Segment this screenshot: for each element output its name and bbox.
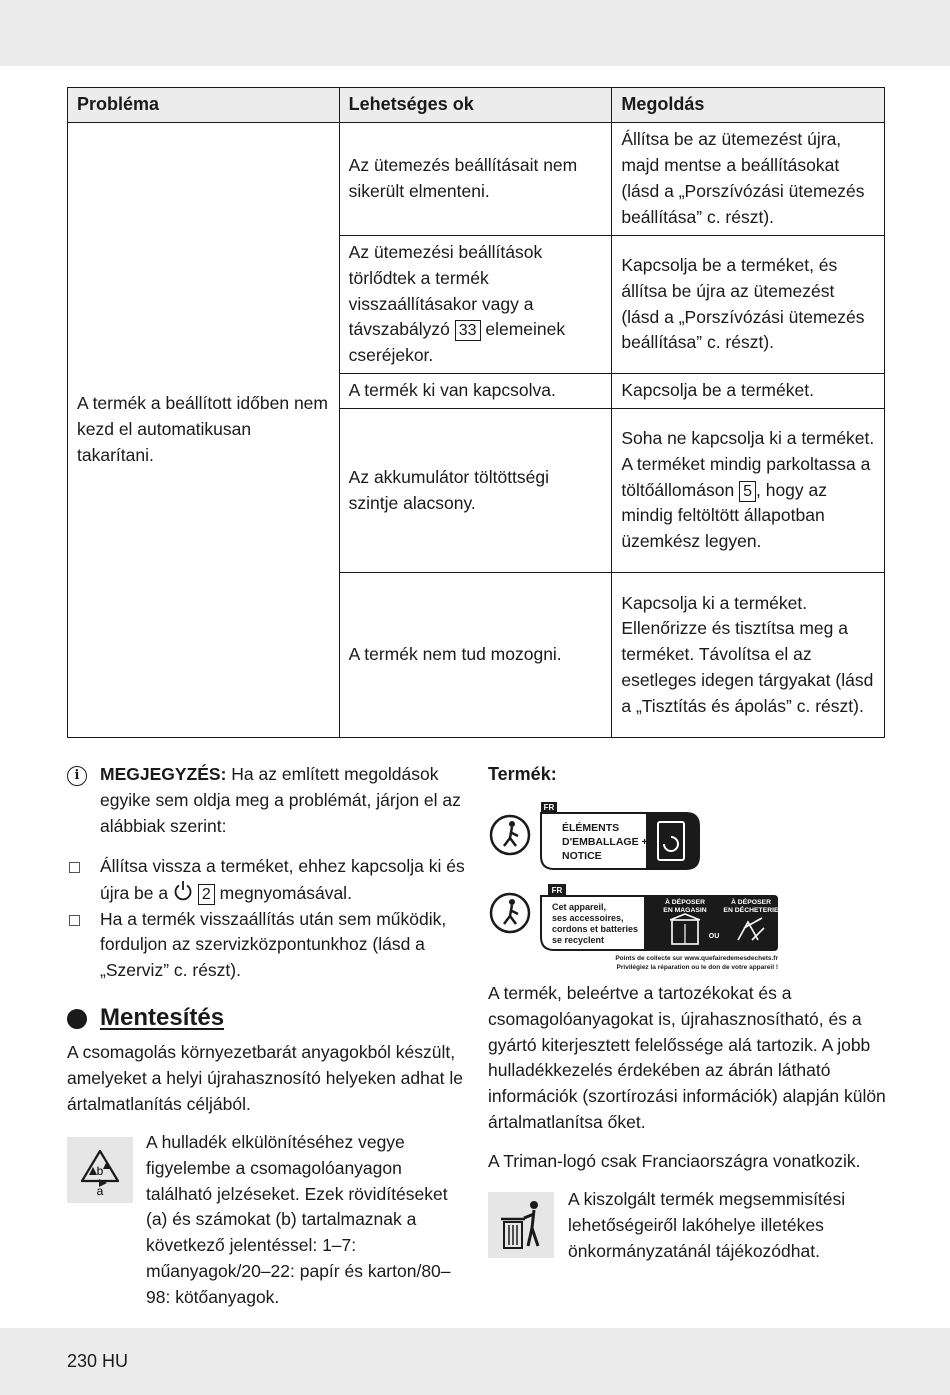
svg-text:Cet appareil,: Cet appareil,	[552, 902, 607, 912]
svg-text:ÉLÉMENTS: ÉLÉMENTS	[562, 822, 620, 834]
triman-icon	[491, 816, 529, 854]
solution-cell: Állítsa be az ütemezést újra, majd mentse a beállításokat (lásd a „Porszívózási ütemezés beállítása” c. részt).	[612, 123, 885, 236]
svg-text:À DÉPOSER: À DÉPOSER	[664, 899, 706, 906]
svg-text:EN DÉCHETERIE: EN DÉCHETERIE	[723, 907, 779, 914]
svg-text:FR: FR	[543, 803, 555, 812]
cause-cell: A termék ki van kapcsolva.	[339, 374, 612, 409]
solution-cell: Kapcsolja be a terméket.	[612, 374, 885, 409]
list-item: Állítsa vissza a terméket, ehhez kapcsolja ki és újra be a 2 megnyomásával.	[67, 854, 467, 907]
disposal-info-text: A kiszolgált termék megsemmisítési lehetőségeiről lakóhelye illetékes önkormányzatánál tájékozódhat.	[568, 1189, 846, 1261]
triman-icon	[491, 894, 529, 932]
header-band	[0, 0, 950, 66]
svg-text:D'EMBALLAGE +: D'EMBALLAGE +	[562, 836, 648, 848]
note-block	[67, 762, 467, 839]
remote-number-ref: 33	[455, 320, 481, 341]
info-icon: i	[67, 766, 87, 786]
cause-cell: Az ütemezési beállítások törlődtek a termék visszaállításakor vagy a távszabályzó 33 elemeinek cseréjekor.	[339, 236, 612, 374]
svg-text:Points de collecte sur www.que: Points de collecte sur www.quefairedemesdechets.fr	[615, 955, 778, 962]
station-number-ref: 5	[739, 481, 756, 502]
section-title: Mentesítés	[100, 1004, 225, 1031]
solution-cell: Soha ne kapcsolja ki a terméket. A terméket mindig parkoltassa a töltőállomáson 5 , hogy az mindig feltöltött állapotban üzemkész legyen.	[612, 409, 885, 573]
reset-steps-list	[67, 854, 467, 984]
cause-cell: Az akkumulátor töltöttségi szintje alacsony.	[339, 409, 612, 573]
header-problem: Probléma	[68, 88, 340, 123]
checkbox-bullet-icon	[69, 862, 80, 873]
note-label: MEGJEGYZÉS:	[100, 764, 227, 784]
svg-text:se recyclent: se recyclent	[552, 935, 605, 945]
svg-text:a: a	[96, 1184, 104, 1198]
svg-text:EN MAGASIN: EN MAGASIN	[663, 907, 707, 914]
svg-text:FR: FR	[551, 886, 563, 895]
troubleshooting-table	[67, 87, 885, 738]
svg-text:cordons et batteries: cordons et batteries	[552, 924, 639, 934]
triman-info-logo	[486, 800, 786, 972]
svg-text:Privilégiez la réparation ou l: Privilégiez la réparation ou le don de votre appareil !	[616, 964, 778, 971]
note-text: MEGJEGYZÉS: Ha az említett megoldások egyike sem oldja meg a problémát, járjon el az alábbiak szerint:	[100, 764, 461, 836]
bullet-dot-icon	[67, 1009, 87, 1029]
svg-text:b: b	[96, 1164, 104, 1178]
footer-band	[0, 1328, 950, 1395]
recycling-symbol-icon	[67, 1137, 133, 1203]
product-recycling-text: A termék, beleértve a tartozékokat és a csomagolóanyagokat is, újrahasznosítható, és a gyártó kiterjesztett felelőssége alá tartozik. A jobb hulladékkezelés érdekében az ábrán látható információk (szortírozási információk) alapján külön ártalmatlanítsa őket.	[488, 983, 886, 1132]
solution-cell: Kapcsolja ki a terméket. Ellenőrizze és tisztítsa meg a terméket. Távolítsa el az esetleges idegen tárgyakat (lásd a „Tisztítás és ápolás” c. részt).	[612, 573, 885, 738]
svg-text:OU: OU	[708, 933, 720, 940]
recycling-info-text: A hulladék elkülönítéséhez vegye figyelembe a csomagolóanyagon található jelzéseket. Ezek rövidítéseket (a) és számokat (b) tartalmaznak a következő jelentéssel: 1–7: műanyagok/20–22: papír és karton/80–98: kötőanyagok.	[146, 1132, 451, 1307]
cause-cell: Az ütemezés beállításait nem sikerült elmenteni.	[339, 123, 612, 236]
section-heading	[67, 1004, 467, 1036]
packaging-intro: A csomagolás környezetbarát anyagokból készült, amelyeket a helyi újrahasznosító helyeken adhat le ártalmatlanítás céljából.	[67, 1042, 463, 1114]
power-icon	[173, 880, 193, 902]
crossed-bin-icon	[488, 1192, 554, 1258]
checkbox-bullet-icon	[69, 915, 80, 926]
page-number: 230 HU	[67, 1351, 129, 1371]
svg-text:À DÉPOSER: À DÉPOSER	[730, 899, 772, 906]
list-item: Ha a termék visszaállítás után sem működik, forduljon az szervizközpontunkhoz (lásd a „Szerviz” c. részt).	[67, 907, 467, 984]
cause-cell: A termék nem tud mozogni.	[339, 573, 612, 738]
button-number-ref: 2	[198, 884, 215, 905]
header-cause: Lehetséges ok	[339, 88, 612, 123]
solution-cell: Kapcsolja be a terméket, és állítsa be újra az ütemezést (lásd a „Porszívózási ütemezés beállítása” c. részt).	[612, 236, 885, 374]
table-header-row	[68, 88, 885, 123]
product-label: Termék:	[488, 764, 557, 784]
svg-text:NOTICE: NOTICE	[562, 850, 602, 862]
svg-text:ses accessoires,: ses accessoires,	[552, 913, 624, 923]
problem-cell: A termék a beállított időben nem kezd el automatikusan takarítani.	[68, 123, 340, 738]
table-row	[68, 123, 885, 236]
header-solution: Megoldás	[612, 88, 885, 123]
triman-note: A Triman-logó csak Franciaországra vonatkozik.	[488, 1151, 861, 1171]
